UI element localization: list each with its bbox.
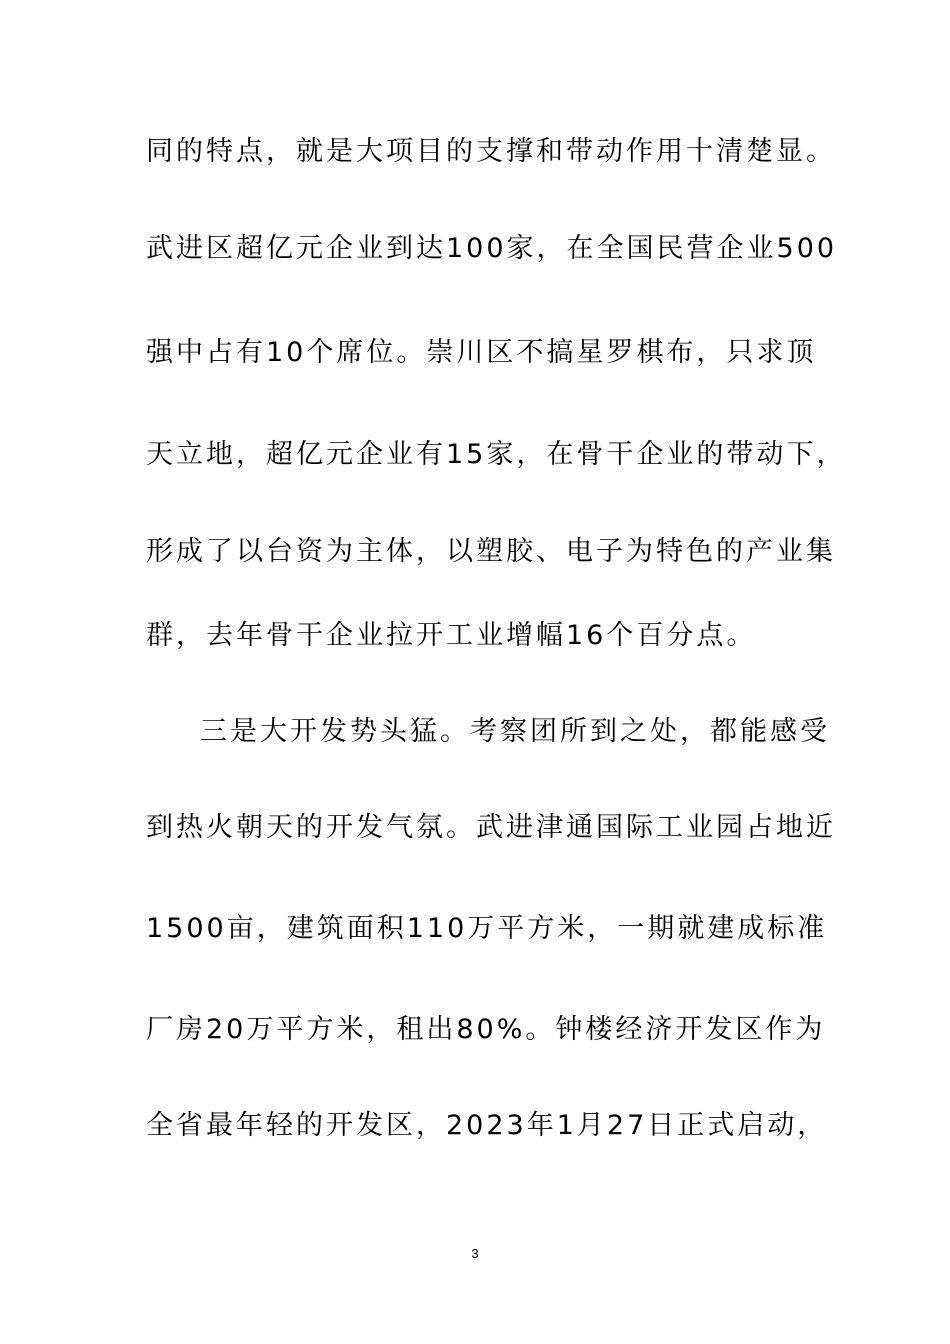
text-line: 厂房20万平方米，租出80%。钟楼经济开发区作为 bbox=[146, 1014, 826, 1045]
text-line: 强中占有10个席位。崇川区不搞星罗棋布，只求顶 bbox=[146, 337, 817, 368]
text-line: 同的特点，就是大项目的支撑和带动作用十清楚显。 bbox=[146, 136, 836, 167]
text-line: 天立地，超亿元企业有15家，在骨干企业的带动下， bbox=[146, 439, 847, 470]
text-line: 形成了以台资为主体，以塑胶、电子为特色的产业集 bbox=[146, 536, 836, 567]
text-line: 群，去年骨干企业拉开工业增幅16个百分点。 bbox=[146, 620, 757, 651]
paragraph-first-line: 三是大开发势头猛。考察团所到之处，都能感受 bbox=[200, 716, 830, 747]
text-line: 1500亩，建筑面积110万平方米，一期就建成标准 bbox=[146, 913, 828, 944]
page-number: 3 bbox=[471, 1246, 479, 1261]
text-line: 到热火朝天的开发气氛。武进津通国际工业园占地近 bbox=[146, 812, 836, 843]
text-line: 全省最年轻的开发区，2023年1月27日正式启动， bbox=[146, 1110, 828, 1141]
text-line: 武进区超亿元企业到达100家，在全国民营企业500 bbox=[146, 233, 838, 264]
